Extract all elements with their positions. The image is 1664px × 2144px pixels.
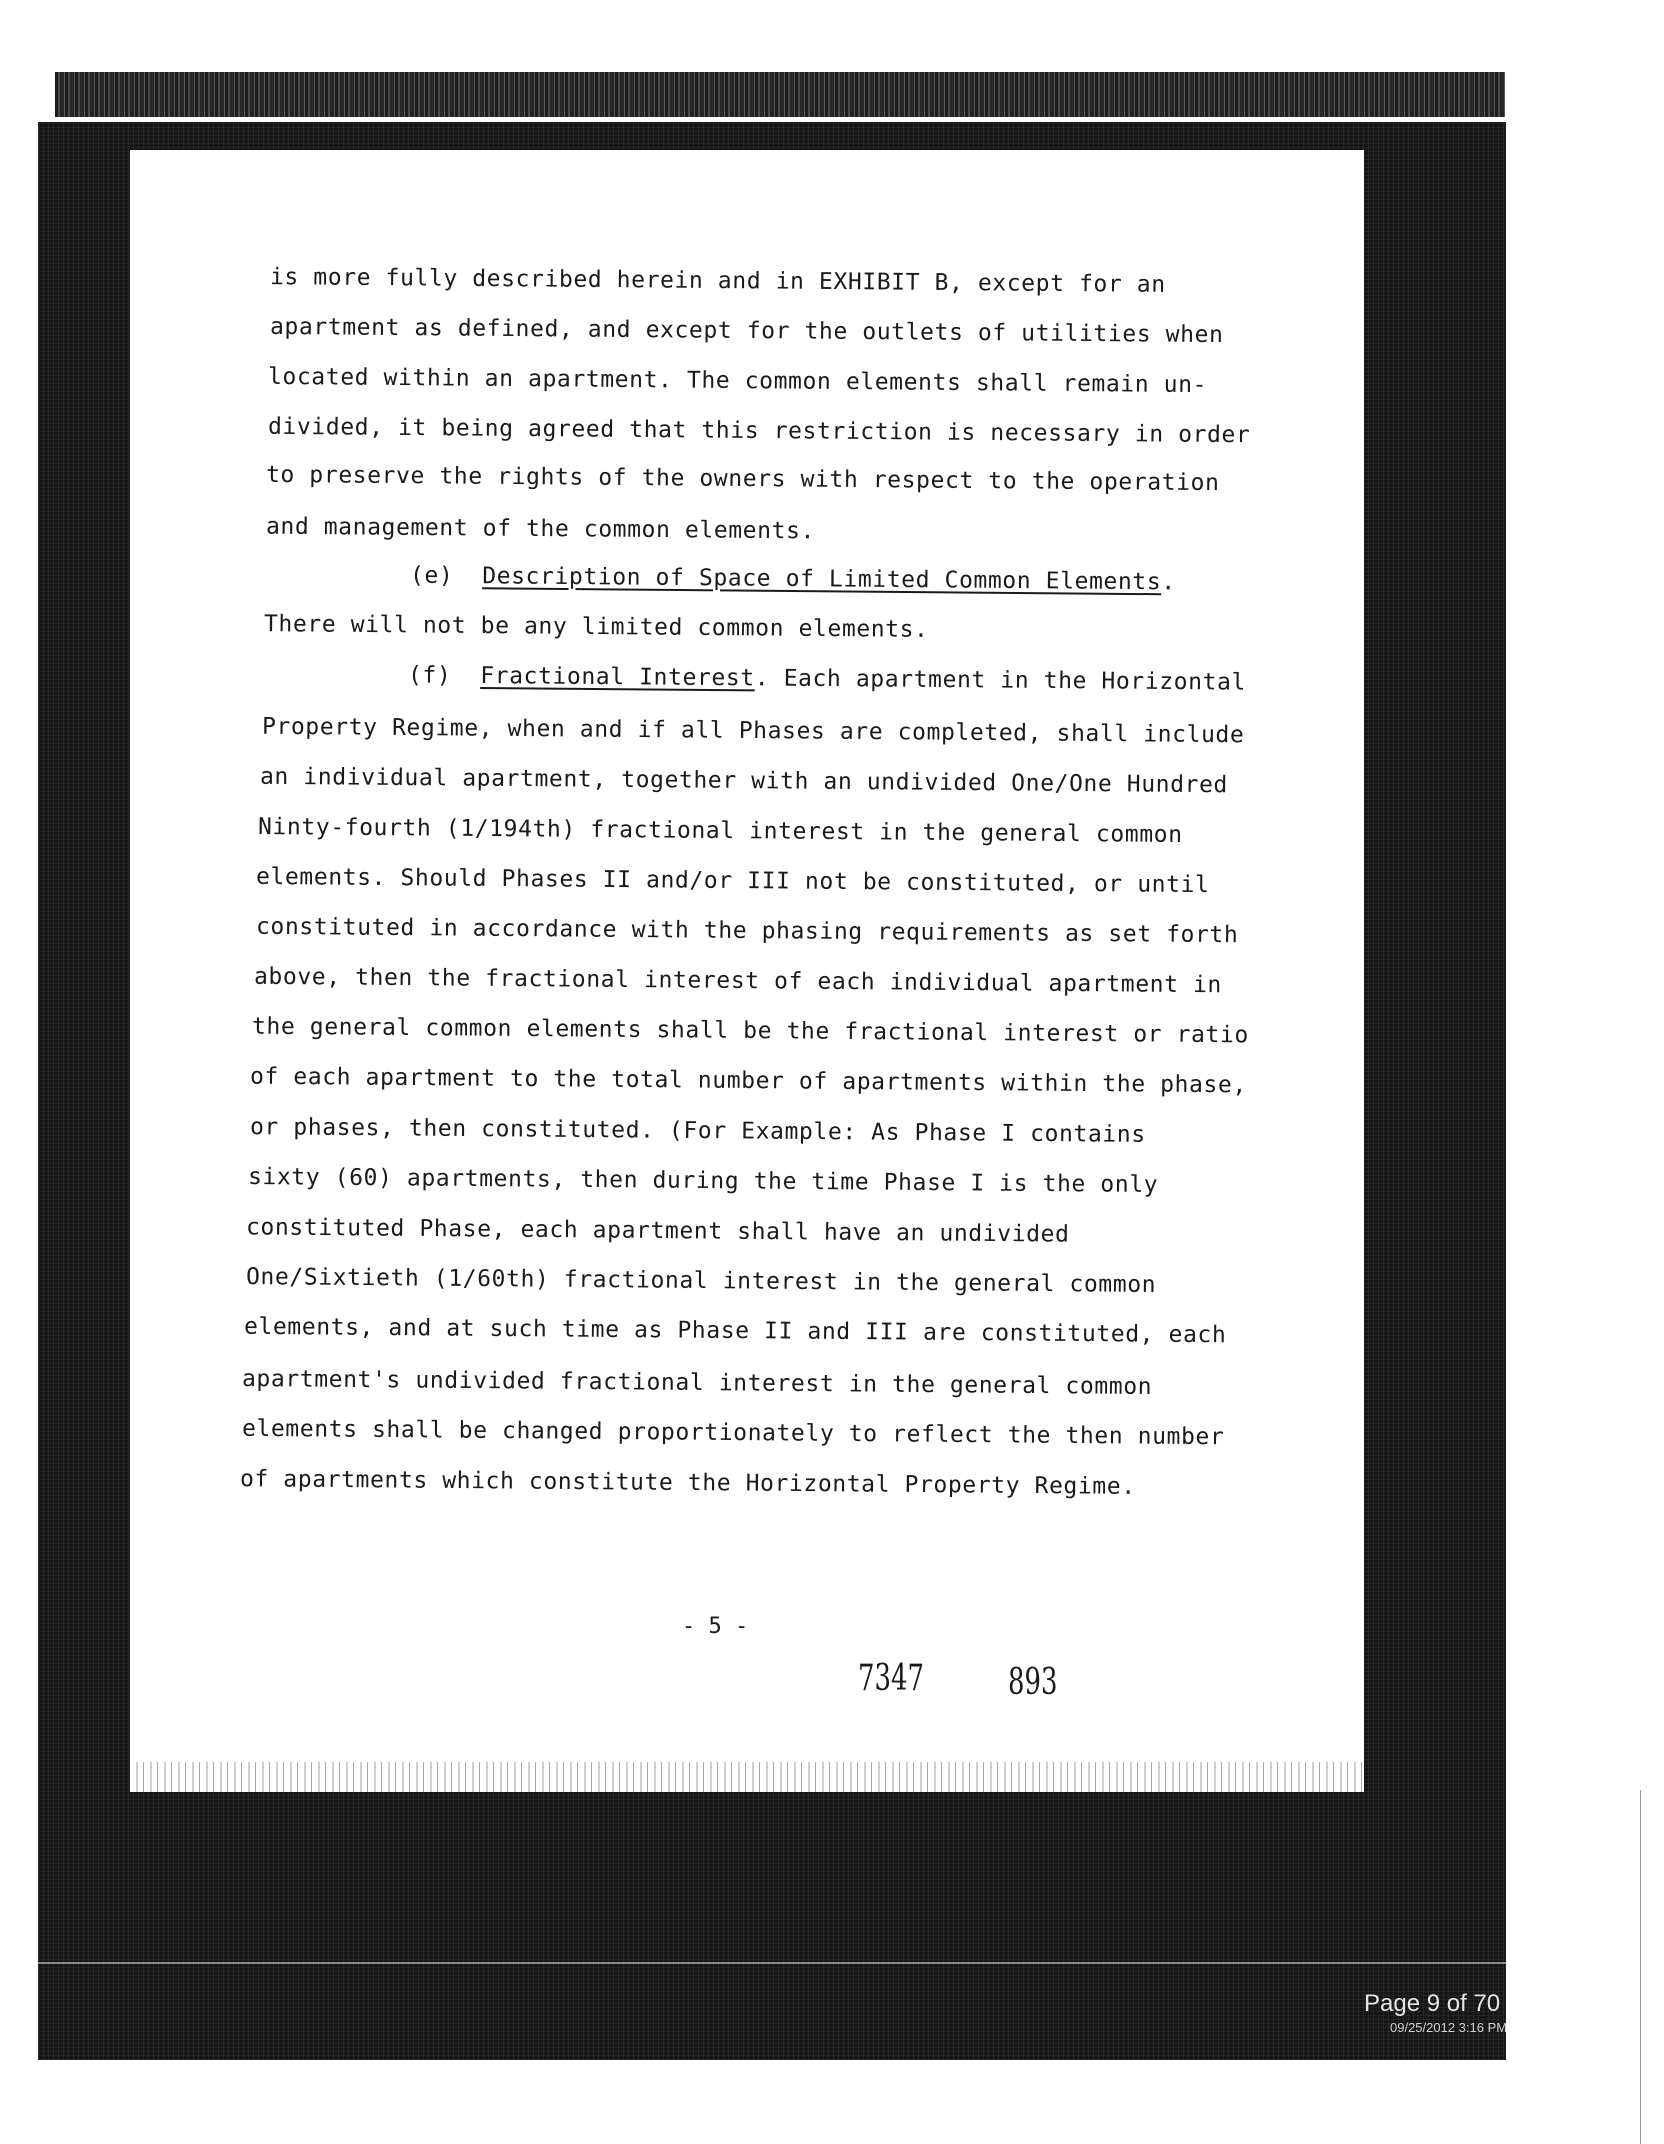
paragraph-line: divided, it being agreed that this restriction is necessary in order	[267, 413, 1251, 449]
paragraph-line: apartment's undivided fractional interest in the general common	[241, 1366, 1153, 1400]
viewer-page-indicator: Page 9 of 70	[1364, 1990, 1501, 2017]
section-e-marker: (e)	[409, 562, 454, 590]
section-e-heading-end: .	[1161, 569, 1176, 596]
paragraph-line: constituted in accordance with the phasing requirements as set forth	[255, 913, 1239, 949]
paragraph-line: sixty (60) apartments, then during the time Phase I is the only	[247, 1164, 1159, 1198]
paragraph-line: the general common elements shall be the fractional interest or ratio	[251, 1013, 1249, 1049]
section-e-heading-line	[410, 563, 1176, 596]
paragraph-line: or phases, then constituted. (For Example: As Phase I contains	[249, 1114, 1146, 1148]
paragraph-line: an individual apartment, together with an undivided One/One Hundred	[259, 763, 1229, 799]
section-f-heading: Fractional Interest	[480, 662, 755, 692]
paragraph-line: located within an apartment. The common elements shall remain un-	[267, 363, 1208, 399]
recording-page-number: 893	[1008, 1662, 1058, 1703]
paragraph-line: elements, and at such time as Phase II and III are constituted, each	[243, 1313, 1227, 1349]
recording-book-number: 7347	[858, 1658, 924, 1699]
paragraph-line: elements. Should Phases II and/or III not be constituted, or until	[255, 863, 1210, 899]
paragraph-line: to preserve the rights of the owners with respect to the operation	[265, 461, 1220, 497]
page-number: - 5 -	[682, 1614, 749, 1639]
section-e-body: There will not be any limited common elements.	[263, 611, 929, 643]
paragraph-line: of apartments which constitute the Horizontal Property Regime.	[239, 1466, 1136, 1500]
paragraph-line: Property Regime, when and if all Phases are completed, shall include	[261, 713, 1245, 749]
paragraph-line: and management of the common elements.	[265, 513, 816, 545]
section-f-marker: (f)	[407, 662, 452, 689]
paragraph-line: Ninty-fourth (1/194th) fractional interest in the general common	[257, 813, 1183, 849]
paragraph-line: apartment as defined, and except for the outlets of utilities when	[269, 313, 1224, 349]
section-e-heading: Description of Space of Limited Common Elements	[482, 563, 1162, 596]
viewer-timestamp: 09/25/2012 3:16 PM	[1390, 2020, 1508, 2035]
section-f-heading-line	[408, 662, 1246, 695]
paragraph-line: elements shall be changed proportionately to reflect the then number	[241, 1415, 1225, 1451]
section-f-first-line-rest: . Each apartment in the Horizontal	[754, 665, 1247, 696]
paragraph-line: One/Sixtieth (1/60th) fractional interest in the general common	[245, 1264, 1157, 1298]
paragraph-line: above, then the fractional interest of each individual apartment in	[253, 963, 1223, 999]
paragraph-line: constituted Phase, each apartment shall have an undivided	[245, 1214, 1070, 1248]
paragraph-line: of each apartment to the total number of apartments within the phase,	[249, 1063, 1247, 1099]
paragraph-line: is more fully described herein and in EXHIBIT B, except for an	[269, 264, 1166, 298]
